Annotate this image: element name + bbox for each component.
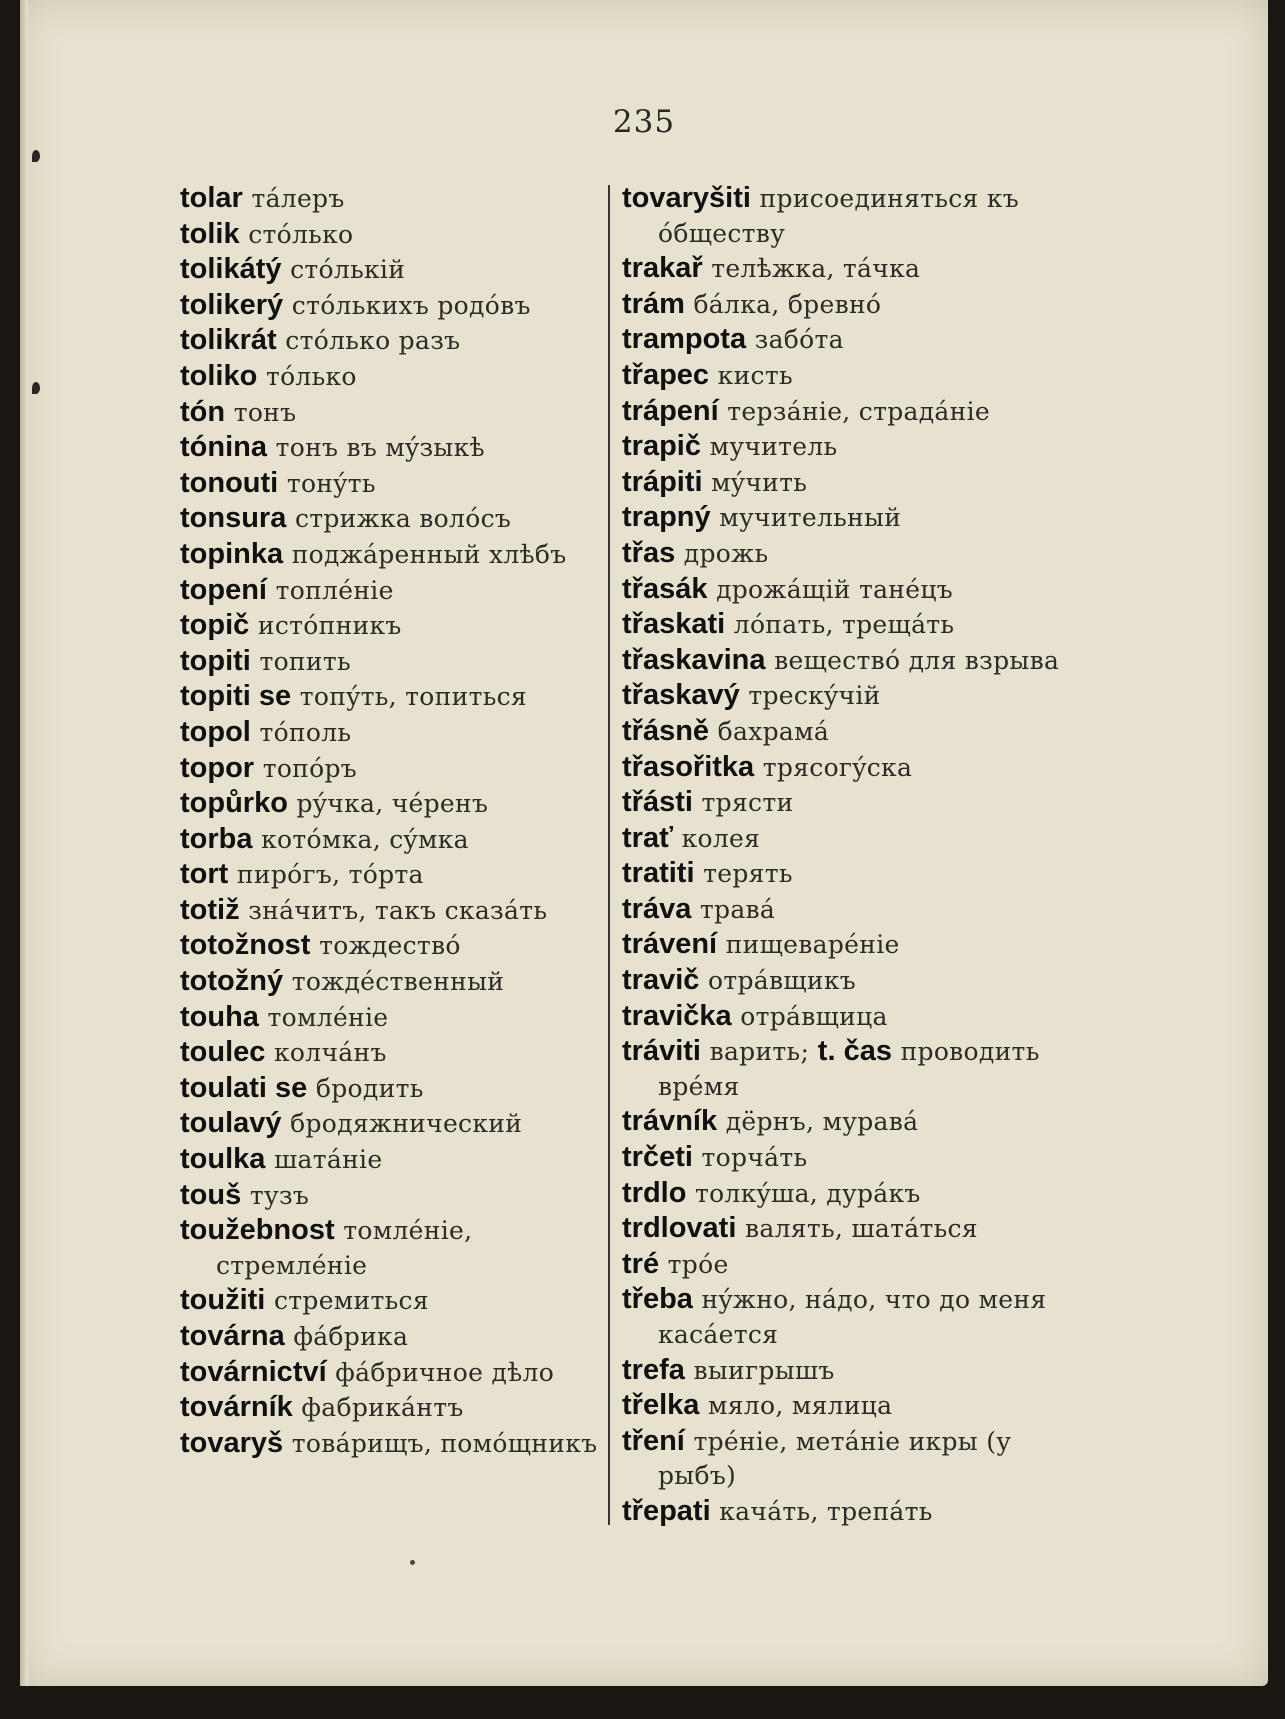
margin-mark [32, 150, 40, 162]
dictionary-entry [622, 1494, 1066, 1530]
entry-headword: topiti se [180, 680, 292, 713]
dictionary-entry [622, 821, 1066, 857]
entry-headword: trampota [622, 323, 747, 356]
entry-translation: трéніе, метáніе икры (у рыбъ) [658, 1426, 1012, 1491]
entry-translation: нýжно, нáдо, что до меня касáется [658, 1285, 1047, 1349]
dictionary-entry [180, 893, 620, 929]
entry-translation: фáбрика [293, 1322, 409, 1351]
dictionary-entry [622, 1353, 1066, 1389]
entry-translation: дрожь [683, 538, 769, 568]
entry-headword: torba [180, 822, 253, 855]
dictionary-entry [180, 608, 620, 644]
dictionary-entry [180, 288, 620, 324]
entry-headword: tovaryš [180, 1426, 284, 1459]
dictionary-entry [180, 1106, 620, 1142]
entry-translation: валять, шатáться [745, 1214, 978, 1244]
dictionary-entry [622, 1140, 1066, 1176]
dictionary-entry [180, 1390, 620, 1426]
page-binding-edge [20, 0, 28, 1686]
dictionary-entry [622, 1104, 1066, 1140]
entry-translation: выигрышъ [693, 1355, 835, 1385]
entry-translation: тузъ [249, 1180, 310, 1210]
entry-translation: котóмка, сýмка [261, 824, 469, 854]
entry-headword: totožný [180, 965, 284, 998]
dictionary-entry [180, 1355, 620, 1391]
entry-translation: тождествó [319, 931, 461, 961]
entry-translation: отрáвщица [740, 1001, 888, 1031]
entry-headword: trapný [622, 501, 711, 534]
margin-mark [32, 382, 40, 394]
dictionary-entry [622, 643, 1066, 679]
entry-headword: topič [180, 609, 250, 642]
dictionary-entry [180, 679, 620, 715]
entry-translation: стрижка волóсъ [294, 504, 512, 534]
dictionary-entry [622, 785, 1066, 821]
entry-translation: фáбричное дѣло [335, 1357, 555, 1387]
dictionary-entry [622, 999, 1066, 1035]
entry-headword: třepati [622, 1494, 711, 1527]
entry-translation: терять [703, 859, 793, 889]
entry-translation: дёрнъ, муравá [725, 1107, 919, 1137]
entry-headword: tolikátý [180, 253, 282, 286]
entry-headword: třásti [622, 786, 693, 819]
dictionary-entry [622, 1424, 1066, 1494]
left-column [180, 181, 620, 1461]
entry-translation: лóпать, трещáть [733, 610, 955, 640]
dictionary-entry [622, 714, 1066, 750]
entry-headword: toliko [180, 359, 258, 392]
entry-headword: tré [622, 1247, 660, 1280]
entry-translation: мýчить [711, 467, 808, 497]
entry-translation: тóполь [259, 717, 352, 747]
entry-headword: tolikerý [180, 288, 284, 321]
entry-headword: tónina [180, 431, 267, 464]
entry-headword: tort [180, 858, 229, 891]
entry-headword: tolar [180, 182, 243, 214]
entry-headword: trčeti [622, 1141, 693, 1174]
entry-headword: tón [180, 395, 226, 428]
dictionary-entry [622, 536, 1066, 572]
dictionary-entry [180, 822, 620, 858]
entry-translation: дрожáщій танéцъ [716, 574, 953, 604]
entry-headword: třásně [622, 714, 710, 747]
entry-translation: трескýчій [748, 681, 881, 711]
entry-headword: třelka [622, 1389, 700, 1422]
entry-translation: топлéніе [275, 575, 394, 605]
entry-headword: tolikrát [180, 324, 277, 357]
dictionary-entry [180, 1142, 620, 1178]
entry-headword: trdlovati [622, 1212, 737, 1245]
dictionary-entry [180, 501, 620, 537]
dictionary-entry [180, 537, 620, 573]
entry-translation: рýчка, чéренъ [296, 789, 489, 819]
dictionary-entry [180, 751, 620, 787]
entry-translation: поджáренный хлѣбъ [291, 539, 567, 569]
entry-headword: třaskavý [622, 679, 740, 712]
dictionary-entry [622, 856, 1066, 892]
dictionary-entry [180, 395, 620, 431]
entry-translation: травá [699, 894, 776, 924]
entry-translation: торчáть [701, 1143, 808, 1173]
entry-translation: мучитель [709, 432, 838, 462]
dictionary-entry [622, 1176, 1066, 1212]
dictionary-entry [622, 892, 1066, 928]
entry-headword: třasořitka [622, 750, 755, 783]
entry-headword: trdlo [622, 1176, 687, 1209]
entry-headword: tření [622, 1424, 685, 1457]
entry-translation: бахрамá [717, 716, 830, 746]
entry-headword: třaskati [622, 608, 726, 641]
entry-headword: trávení [622, 928, 718, 961]
entry-headword: toulati se [180, 1071, 308, 1104]
dictionary-entry [622, 429, 1066, 465]
entry-headword: travička [622, 999, 732, 1032]
entry-headword: touš [180, 1178, 242, 1211]
entry-translation: тонъ [233, 397, 297, 427]
entry-subheadword: t. čas [817, 1035, 892, 1068]
entry-translation: забóта [754, 325, 844, 355]
entry-translation: стóлькій [290, 255, 406, 285]
dictionary-entry [622, 963, 1066, 999]
entry-translation: фабрикáнтъ [301, 1393, 464, 1423]
entry-translation: трóе [667, 1249, 729, 1279]
dictionary-entry [180, 181, 620, 217]
dictionary-entry [622, 465, 1066, 501]
entry-translation: товáрищъ, помóщникъ [291, 1428, 598, 1458]
dictionary-entry [180, 323, 620, 359]
entry-translation: бродить [315, 1073, 424, 1103]
page-number: 235 [612, 104, 676, 140]
right-column [622, 181, 1066, 1530]
entry-translation: стóлькихъ родóвъ [291, 290, 531, 320]
dictionary-entry [180, 1319, 620, 1355]
entry-translation: томлéніе [267, 1002, 389, 1032]
entry-headword: trapič [622, 430, 701, 463]
entry-headword: topůrko [180, 787, 288, 820]
entry-translation: тонъ въ мýзыкѣ [275, 433, 485, 463]
dictionary-page [20, 0, 1268, 1686]
entry-translation: тóлько [265, 361, 357, 391]
entry-translation: топить [259, 646, 351, 676]
entry-headword: trefa [622, 1353, 685, 1386]
entry-headword: toulavý [180, 1107, 282, 1140]
entry-translation: тождéственный [291, 967, 505, 997]
entry-headword: tonouti [180, 466, 279, 499]
entry-headword: toužiti [180, 1284, 266, 1317]
entry-headword: tráva [622, 892, 692, 925]
dictionary-entry [180, 1071, 620, 1107]
dictionary-entry [622, 927, 1066, 963]
entry-translation: отрáвщикъ [707, 966, 856, 996]
entry-translation: знáчитъ, такъ сказáть [248, 895, 548, 925]
dictionary-entry [622, 607, 1066, 643]
entry-translation: толкýша, дурáкъ [695, 1178, 921, 1208]
entry-translation: трясти [701, 788, 794, 818]
entry-headword: třasák [622, 572, 708, 605]
dictionary-entry [180, 964, 620, 1000]
dictionary-entry [622, 322, 1066, 358]
entry-headword: topení [180, 573, 267, 606]
entry-translation: истóпникъ [257, 611, 402, 641]
entry-headword: třeba [622, 1283, 693, 1316]
entry-headword: topiti [180, 644, 251, 677]
dictionary-entry [180, 1000, 620, 1036]
entry-headword: tonsura [180, 502, 287, 535]
entry-headword: továrna [180, 1320, 285, 1352]
entry-headword: továrník [180, 1391, 293, 1424]
dictionary-entry [180, 359, 620, 395]
entry-headword: totiž [180, 893, 240, 926]
dictionary-entry [622, 750, 1066, 786]
entry-translation: топóръ [262, 753, 357, 783]
entry-translation: колея [681, 823, 761, 853]
dictionary-entry [622, 572, 1066, 608]
dictionary-entry [180, 252, 620, 288]
dictionary-entry [622, 358, 1066, 394]
dictionary-entry [622, 1388, 1066, 1424]
entry-translation: терзáніе, страдáніе [727, 396, 990, 426]
entry-translation: кисть [717, 360, 793, 390]
entry-translation: колчáнъ [274, 1038, 387, 1068]
dictionary-entry [180, 857, 620, 893]
entry-headword: trávník [622, 1105, 718, 1138]
dictionary-entry [180, 466, 620, 502]
entry-headword: totožnost [180, 929, 311, 962]
dictionary-entry [622, 678, 1066, 714]
entry-translation: присоединяться къ óбществу [658, 184, 1020, 248]
entry-headword: trakař [622, 252, 703, 285]
entry-translation: томлéніе, стремлéніе [216, 1216, 473, 1280]
entry-translation: стóлько [248, 219, 354, 249]
entry-translation: пирóгъ, тóрта [236, 860, 424, 890]
entry-translation: мучительный [719, 503, 902, 533]
dictionary-entry [180, 430, 620, 466]
dictionary-entry [622, 181, 1066, 251]
entry-headword: topinka [180, 537, 284, 570]
entry-translation: бродяжнический [290, 1109, 523, 1139]
entry-translation: телѣжка, тáчка [711, 254, 921, 284]
dictionary-entry [180, 715, 620, 751]
entry-translation: веществó для взрыва [774, 645, 1060, 675]
dictionary-entry [622, 1247, 1066, 1283]
entry-translation: тáлеръ [251, 184, 345, 213]
entry-headword: toulka [180, 1143, 266, 1176]
entry-headword: travič [622, 964, 700, 997]
entry-headword: touha [180, 1000, 259, 1033]
entry-headword: trápiti [622, 465, 703, 498]
dictionary-entry [180, 928, 620, 964]
entry-headword: trám [622, 287, 685, 320]
entry-headword: tratiti [622, 857, 695, 890]
dictionary-entry [622, 251, 1066, 287]
entry-headword: třaskavina [622, 643, 766, 676]
ink-speck [410, 1560, 415, 1565]
entry-headword: třas [622, 536, 676, 569]
entry-translation: тонýть [286, 468, 376, 498]
entry-translation: пищеварéніе [725, 930, 900, 960]
entry-translation: трясогýска [762, 752, 913, 782]
entry-translation: качáть, трепáть [719, 1496, 933, 1526]
entry-translation: варить; [709, 1037, 810, 1067]
entry-headword: toužebnost [180, 1214, 335, 1247]
entry-headword: třapec [622, 358, 710, 391]
dictionary-entry [622, 287, 1066, 323]
dictionary-entry [622, 1282, 1066, 1352]
dictionary-entry [180, 1213, 620, 1283]
dictionary-entry [180, 644, 620, 680]
dictionary-entry [180, 1283, 620, 1319]
entry-translation: мяло, мялица [707, 1391, 893, 1421]
dictionary-entry [622, 394, 1066, 430]
dictionary-entry [622, 1034, 1066, 1104]
dictionary-entry [180, 786, 620, 822]
dictionary-entry [180, 1178, 620, 1214]
entry-headword: topol [180, 715, 251, 748]
entry-headword: tráviti [622, 1035, 701, 1068]
entry-headword: trať [622, 821, 673, 854]
entry-translation: шатáніе [274, 1145, 383, 1175]
dictionary-entry [622, 1211, 1066, 1247]
dictionary-entry [622, 500, 1066, 536]
entry-translation: топýть, топиться [299, 682, 527, 712]
dictionary-entry [180, 217, 620, 253]
dictionary-entry [180, 1035, 620, 1071]
entry-headword: tovaryšiti [622, 182, 751, 214]
entry-headword: trápení [622, 394, 719, 427]
entry-headword: továrnictví [180, 1355, 327, 1388]
entry-translation: стóлько разъ [285, 326, 461, 356]
entry-headword: topor [180, 751, 255, 784]
dictionary-entry [180, 1426, 620, 1462]
entry-headword: toulec [180, 1036, 266, 1069]
entry-translation: стремиться [273, 1286, 429, 1316]
entry-subtranslation: проводить врéмя [658, 1037, 1040, 1101]
entry-translation: бáлка, бревнó [693, 289, 882, 319]
entry-headword: tolik [180, 217, 240, 250]
dictionary-entry [180, 573, 620, 609]
